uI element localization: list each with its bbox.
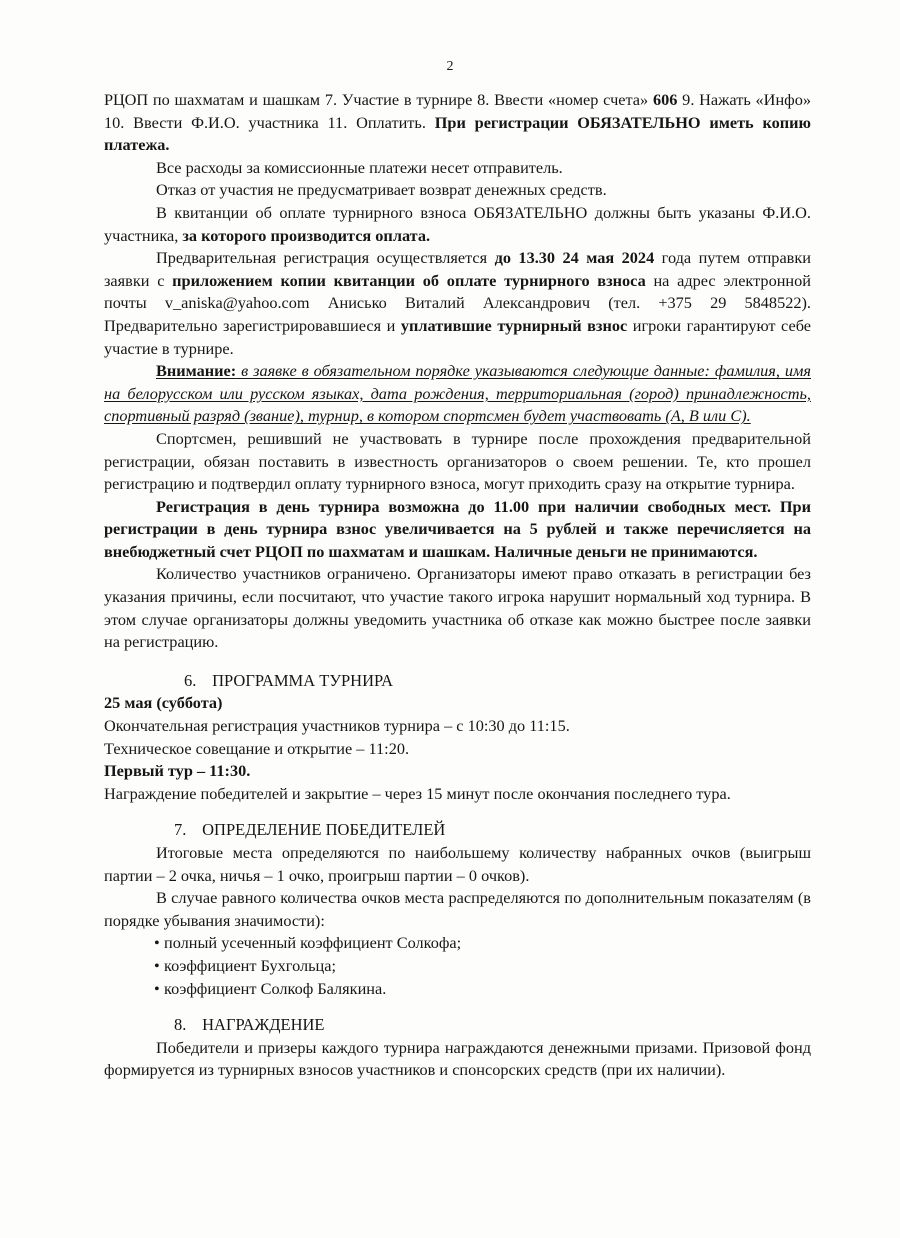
program-date-text: 25 мая (суббота) [104, 693, 223, 713]
bullet-icon: • [154, 933, 160, 953]
page-number: 2 [446, 59, 454, 74]
paragraph-receipt [104, 202, 811, 247]
paragraph-fees: Все расходы за комиссионные платежи несет отправитель. [156, 157, 563, 177]
text-run-bold: Регистрация в день турнира возможна до 11.00 при наличии свободных мест. При регистрации в день турнира взнос увеличивается на 5 рублей и также перечисляется на внебюджетный счет РЦОП по шахматам и шашкам. Наличные деньги не принимаются. [104, 496, 811, 561]
text-run: РЦОП по шахматам и шашкам 7. Участие в турнире 8. Ввести «номер счета» [104, 90, 653, 109]
document-body [104, 89, 811, 1082]
program-date [104, 692, 811, 715]
list-item [104, 978, 811, 1001]
paragraph-withdrawal: Спортсмен, решивший не участвовать в турнире после прохождения предварительной регистрации, обязан поставить в известность организаторов о своем решении. Те, кто прошел регистрацию и подтвердил оплату турнирного взноса, могут приходить сразу на открытие турнира. [104, 428, 811, 494]
bullet-icon: • [154, 955, 160, 975]
section-number: 7. [174, 820, 187, 840]
text-run-bold: При регистрации ОБЯЗАТЕЛЬНО иметь копию платежа. [104, 112, 811, 155]
text-run-bold: за которого производится оплата. [182, 225, 431, 245]
attention-text: в заявке в обязательном порядке указываются следующие данные: фамилия, имя на белорусском или русском языках, дата рождения, территориальная (город) принадлежность, спортивный разряд (звание), турнир, в котором спортсмен будет участвовать (А, В или С). [104, 361, 811, 426]
program-line: Техническое совещание и открытие – 11:20. [104, 738, 410, 758]
section-6-heading [184, 670, 811, 693]
section-number: 6. [184, 670, 197, 690]
first-round-text: Первый тур – 11:30. [104, 761, 251, 781]
text-run: 9. Нажать «Инфо» 10. Ввести Ф.И.О. участника 11. Оплатить. [104, 90, 811, 132]
paragraph-participant-limit: Количество участников ограничено. Организаторы имеют право отказать в регистрации без указания причины, если посчитают, что участие такого игрока нарушит нормальный ход турнира. В этом случае организаторы должны уведомить участника об отказе как можно быстрее после заявки на регистрацию. [104, 564, 811, 652]
paragraph-payment-steps [104, 89, 811, 157]
paragraph-tiebreaks: В случае равного количества очков места распределяются по дополнительным показателям (в порядке убывания значимости): [104, 888, 811, 930]
paragraph-awards: Победители и призеры каждого турнира награждаются денежными призами. Призовой фонд формируется из турнирных взносов участников и спонсорских средств (при их наличии). [104, 1037, 811, 1080]
text-run-bold: уплатившие турнирный взнос [400, 315, 628, 335]
text-run: года путем отправки заявки с [104, 248, 811, 290]
section-number: 8. [174, 1015, 187, 1035]
section-title: НАГРАЖДЕНИЕ [202, 1015, 325, 1035]
attention-label: Внимание: [156, 361, 237, 381]
program-line: Награждение победителей и закрытие – через 15 минут после окончания последнего тура. [104, 783, 731, 803]
paragraph-attention [104, 360, 811, 428]
section-7-heading [174, 819, 811, 842]
section-title: ОПРЕДЕЛЕНИЕ ПОБЕДИТЕЛЕЙ [202, 820, 446, 840]
text-run: В квитанции об оплате турнирного взноса ОБЯЗАТЕЛЬНО должны быть указаны Ф.И.О. участника, [104, 202, 811, 245]
text-run: Предварительная регистрация осуществляется [156, 248, 495, 268]
text-run-bold: приложением копии квитанции об оплате турнирного взноса [172, 270, 646, 290]
list-item [104, 955, 811, 978]
list-item-text: полный усеченный коэффициент Солкофа; [164, 933, 462, 953]
paragraph-scoring: Итоговые места определяются по наибольшему количеству набранных очков (выигрыш партии – 2 очка, ничья – 1 очко, проигрыш партии – 0 очков). [104, 843, 811, 885]
paragraph-preregistration [104, 247, 811, 360]
text-run-bold: 606 [652, 90, 678, 109]
text-run-bold: до 13.30 24 мая 2024 [494, 248, 655, 268]
list-item-text: коэффициент Бухгольца; [164, 955, 337, 975]
section-8-heading [174, 1014, 811, 1037]
paragraph-refund: Отказ от участия не предусматривает возврат денежных средств. [156, 180, 607, 200]
paragraph-same-day-registration [104, 496, 811, 564]
text-run: игроки гарантируют себе участие в турнире. [104, 315, 812, 358]
bullet-icon: • [154, 978, 160, 998]
text-run: на адрес электронной почты v_aniska@yahoo.com Анисько Виталий Александрович (тел. +375 29 5848522). Предварительно зарегистрировавшиеся и [104, 270, 811, 335]
list-item [104, 932, 811, 955]
list-item-text: коэффициент Солкоф Балякина. [164, 978, 387, 998]
section-title: ПРОГРАММА ТУРНИРА [212, 670, 393, 690]
program-line: Окончательная регистрация участников турнира – с 10:30 до 11:15. [104, 716, 570, 736]
program-line [104, 760, 811, 783]
